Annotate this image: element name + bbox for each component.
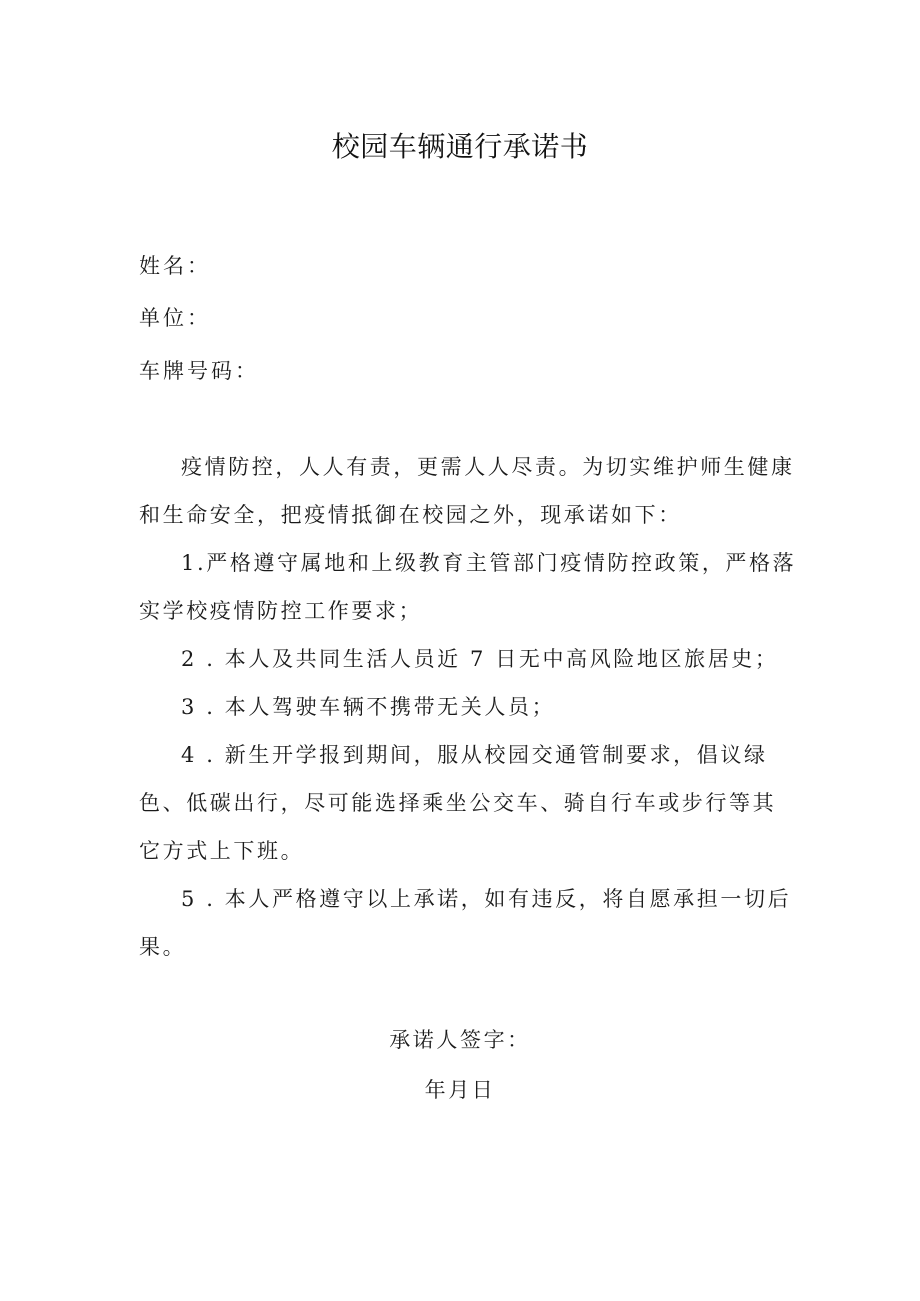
document-title: 校园车辆通行承诺书 <box>331 130 589 163</box>
intro-paragraph: 疫情防控，人人有责，更需人人尽责。为切实维护师生健康和生命安全，把疫情抵御在校园之外，现承诺如下： <box>139 455 795 527</box>
signature-label: 承诺人签字： <box>389 1028 531 1052</box>
commitment-item-2: 2 . 本人及共同生活人员近 7 日无中高风险地区旅居史； <box>181 647 779 671</box>
commitment-item-3: 3 . 本人驾驶车辆不携带无关人员； <box>181 695 556 719</box>
plate-number-field-label: 车牌号码： <box>139 359 259 383</box>
unit-field-label: 单位： <box>139 306 211 330</box>
commitment-item-4: 4 . 新生开学报到期间，服从校园交通管制要求，倡议绿色、低碳出行，尽可能选择乘坐公交车、骑自行车或步行等其它方式上下班。 <box>139 743 777 863</box>
commitment-body <box>139 443 799 971</box>
commitment-item-5: 5 . 本人严格遵守以上承诺，如有违反，将自愿承担一切后果。 <box>139 887 792 959</box>
name-field-label: 姓名： <box>139 254 211 278</box>
commitment-item-1: 1.严格遵守属地和上级教育主管部门疫情防控政策，严格落实学校疫情防控工作要求； <box>139 551 797 623</box>
date-label: 年月日 <box>424 1078 496 1102</box>
